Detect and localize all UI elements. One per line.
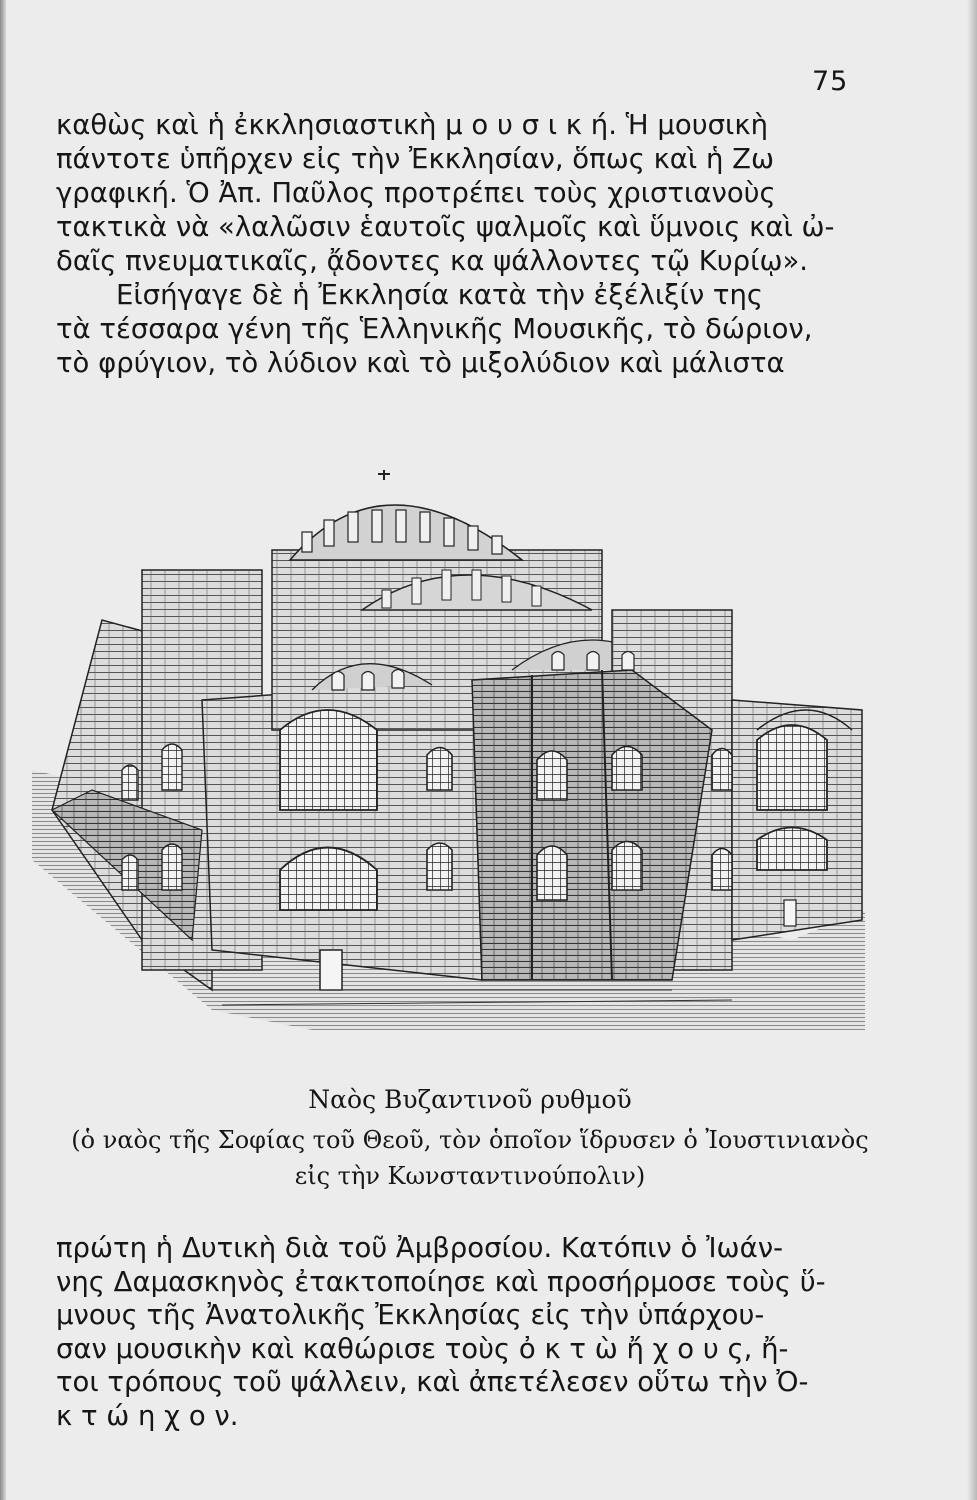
text-line: νης Δαμασκηνὸς ἐτακτοποίησε καὶ προσήρμοσε τοὺς ὕ- bbox=[56, 1265, 826, 1298]
text-line: μνους τῆς Ἀνατολικῆς Ἐκκλησίας εἰς τὴν ὑπάρχου- bbox=[56, 1299, 765, 1331]
text-line: τοι τρόπους τοῦ ψάλλειν, καὶ ἀπετέλεσεν οὕτω τὴν Ὀ- bbox=[56, 1366, 809, 1398]
text-line: γραφική. Ὁ Ἀπ. Παῦλος προτρέπει τοὺς χριστιανοὺς bbox=[56, 177, 776, 209]
text-line: πρώτη ἡ Δυτικὴ διὰ τοῦ Ἀμβροσίου. Κατόπιν ὁ Ἰωάν- bbox=[56, 1232, 783, 1264]
text-line: Εἰσήγαγε δὲ ἡ Ἐκκλησία κατὰ τὴν ἐξέλιξίν της bbox=[116, 279, 764, 311]
page-number: 75 bbox=[812, 66, 849, 97]
text-line: σαν μουσικὴν καὶ καθώρισε τοὺς ὀ κ τ ὼ ἤ χ ο υ ς, ἤ- bbox=[56, 1332, 789, 1365]
byzantine-church-icon bbox=[32, 470, 865, 1050]
figure-caption-line: εἰς τὴν Κωνσταντινούπολιν) bbox=[294, 1162, 646, 1190]
bottom-paragraph bbox=[56, 1232, 856, 1433]
text-line: καθὼς καὶ ἡ ἐκκλησιαστικὴ μ ο υ σ ι κ ή. Ἡ μουσικὴ bbox=[56, 109, 768, 141]
page-edge-shadow bbox=[967, 0, 977, 1500]
church-illustration bbox=[32, 470, 865, 1050]
figure-caption-line: (ὁ ναὸς τῆς Σοφίας τοῦ Θεοῦ, τὸν ὁποῖον ἵδρυσεν ὁ Ἰουστινιανὸς bbox=[71, 1126, 869, 1154]
text-line: δαῖς πνευματικαῖς, ᾄδοντες κα ψάλλοντες τῷ Κυρίῳ». bbox=[56, 245, 809, 277]
text-line: τὰ τέσσαρα γένη τῆς Ἑλληνικῆς Μουσικῆς, τὸ δώριον, bbox=[56, 313, 813, 345]
text-line: τὸ φρύγιον, τὸ λύδιον καὶ τὸ μιξολύδιον καὶ μάλιστα bbox=[56, 347, 785, 379]
text-line: τακτικὰ νὰ «λαλῶσιν ἑαυτοῖς ψαλμοῖς καὶ ὕμνοις καὶ ὠ- bbox=[56, 211, 835, 243]
text-line: πάντοτε ὑπῆρχεν εἰς τὴν Ἐκκλησίαν, ὅπως καὶ ἡ Ζω bbox=[56, 143, 775, 175]
figure-caption-title: Ναὸς Βυζαντινοῦ ρυθμοῦ bbox=[308, 1085, 632, 1114]
top-paragraph bbox=[56, 108, 856, 380]
page-binding-shadow bbox=[0, 0, 6, 1500]
text-line: κ τ ώ η χ ο ν. bbox=[56, 1399, 239, 1432]
